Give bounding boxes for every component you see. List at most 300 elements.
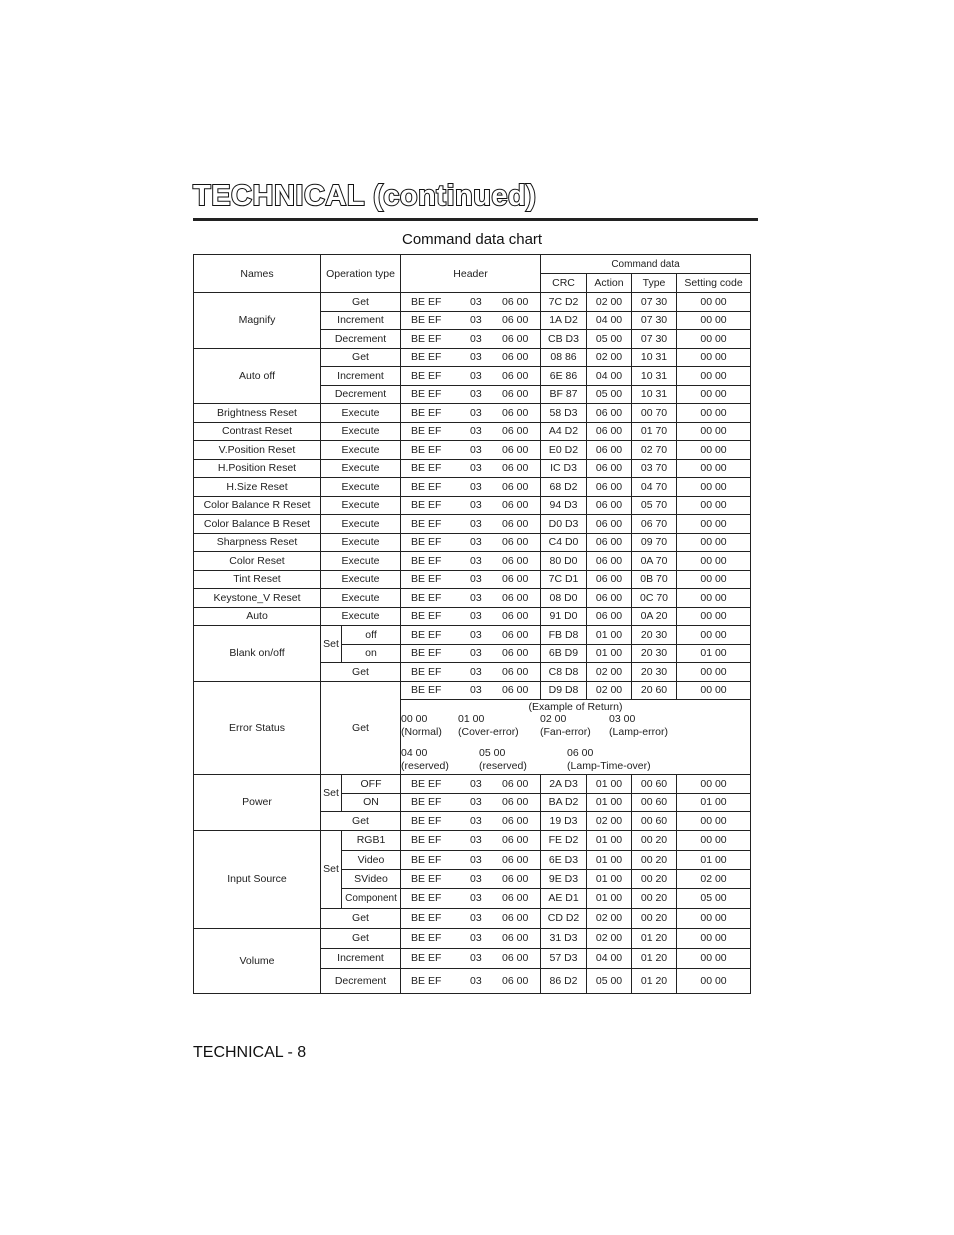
crc-value: 86 D2 (541, 968, 587, 993)
header-bytes (401, 775, 541, 794)
crc-value: FE D2 (541, 830, 587, 850)
action-value: 01 00 (587, 850, 632, 869)
type-value: 0B 70 (632, 570, 677, 589)
return-label: (Fan-error) (540, 726, 591, 739)
setting-code-value: 00 00 (677, 311, 751, 330)
header-bytes (401, 812, 541, 831)
action-value: 06 00 (587, 459, 632, 478)
table-row (194, 570, 751, 589)
action-value: 01 00 (587, 830, 632, 850)
row-name: Input Source (194, 830, 321, 928)
table-row (194, 496, 751, 515)
operation-type: Execute (321, 607, 401, 626)
header-byte: BE EF (411, 406, 442, 419)
header-byte: 06 00 (502, 554, 529, 567)
header-crc: CRC (541, 274, 587, 293)
header-byte: 06 00 (502, 351, 529, 364)
operation-type: Execute (321, 459, 401, 478)
header-byte: BE EF (411, 591, 442, 604)
command-data-table (193, 254, 751, 994)
header-byte: BE EF (411, 499, 442, 512)
header-byte: BE EF (411, 932, 442, 944)
operation-type: Get (321, 928, 401, 948)
row-name: Power (194, 775, 321, 831)
header-byte: 03 (470, 536, 482, 549)
operation-type: Component (342, 888, 401, 908)
type-value: 00 60 (632, 793, 677, 812)
operation-type: Execute (321, 589, 401, 608)
title-rule (193, 218, 758, 221)
header-bytes (401, 681, 541, 700)
action-value: 04 00 (587, 948, 632, 968)
action-value: 06 00 (587, 404, 632, 423)
type-value: 00 20 (632, 830, 677, 850)
action-value: 02 00 (587, 681, 632, 700)
header-byte: 03 (470, 912, 482, 924)
setting-code-value: 00 00 (677, 681, 751, 700)
crc-value: 9E D3 (541, 869, 587, 888)
header-byte: 03 (470, 443, 482, 456)
crc-value: 2A D3 (541, 775, 587, 794)
row-name: V.Position Reset (194, 441, 321, 460)
header-byte: 06 00 (502, 974, 529, 987)
header-byte: BE EF (411, 796, 442, 809)
operation-type: RGB1 (342, 830, 401, 850)
header-byte: BE EF (411, 912, 442, 924)
table-row (194, 404, 751, 423)
operation-type: Get (321, 812, 401, 831)
table-row (194, 422, 751, 441)
row-name: Color Reset (194, 552, 321, 571)
action-value: 06 00 (587, 478, 632, 497)
operation-type: Video (342, 850, 401, 869)
type-value: 06 70 (632, 515, 677, 534)
header-byte: BE EF (411, 647, 442, 660)
row-name: Brightness Reset (194, 404, 321, 423)
header-byte: 03 (470, 872, 482, 885)
operation-type: Get (321, 681, 401, 775)
crc-value: IC D3 (541, 459, 587, 478)
type-value: 01 70 (632, 422, 677, 441)
header-byte: 06 00 (502, 443, 529, 456)
header-byte: 03 (470, 554, 482, 567)
operation-type: Get (321, 908, 401, 928)
header-byte: BE EF (411, 425, 442, 438)
header-byte: 06 00 (502, 834, 529, 846)
header-byte: BE EF (411, 814, 442, 827)
crc-value: E0 D2 (541, 441, 587, 460)
header-bytes (401, 968, 541, 993)
type-value: 07 30 (632, 330, 677, 349)
header-byte: 03 (470, 628, 482, 641)
table-row (194, 348, 751, 367)
header-byte: BE EF (411, 952, 442, 964)
type-value: 02 70 (632, 441, 677, 460)
crc-value: 7C D1 (541, 570, 587, 589)
example-heading: (Example of Return) (528, 700, 623, 713)
header-bytes (401, 589, 541, 608)
crc-value: BA D2 (541, 793, 587, 812)
action-value: 06 00 (587, 496, 632, 515)
header-byte: 03 (470, 425, 482, 438)
header-operation-type: Operation type (321, 255, 401, 293)
type-value: 00 20 (632, 888, 677, 908)
operation-type: ON (342, 793, 401, 812)
table-row (194, 293, 751, 312)
operation-type: Increment (321, 311, 401, 330)
type-value: 04 70 (632, 478, 677, 497)
return-code: 02 00 (540, 713, 567, 726)
type-value: 20 30 (632, 626, 677, 645)
table-row (194, 830, 751, 850)
type-value: 00 20 (632, 869, 677, 888)
crc-value: 68 D2 (541, 478, 587, 497)
operation-type: Get (321, 293, 401, 312)
setting-code-value: 00 00 (677, 607, 751, 626)
header-byte: BE EF (411, 573, 442, 586)
type-value: 00 20 (632, 850, 677, 869)
setting-code-value: 00 00 (677, 533, 751, 552)
return-code: 06 00 (567, 747, 594, 760)
crc-value: 57 D3 (541, 948, 587, 968)
operation-type: off (342, 626, 401, 645)
setting-code-value: 00 00 (677, 968, 751, 993)
header-byte: BE EF (411, 480, 442, 493)
type-value: 20 60 (632, 681, 677, 700)
header-byte: 03 (470, 684, 482, 697)
header-byte: BE EF (411, 628, 442, 641)
setting-code-value: 00 00 (677, 330, 751, 349)
header-byte: 03 (470, 892, 482, 904)
header-byte: 06 00 (502, 892, 529, 904)
crc-value: D0 D3 (541, 515, 587, 534)
operation-type: Execute (321, 552, 401, 571)
crc-value: 7C D2 (541, 293, 587, 312)
crc-value: 58 D3 (541, 404, 587, 423)
header-byte: BE EF (411, 665, 442, 678)
action-value: 02 00 (587, 348, 632, 367)
header-byte: 06 00 (502, 665, 529, 678)
type-value: 20 30 (632, 644, 677, 663)
setting-code-value: 00 00 (677, 496, 751, 515)
type-value: 09 70 (632, 533, 677, 552)
header-byte: BE EF (411, 610, 442, 623)
crc-value: 91 D0 (541, 607, 587, 626)
header-byte: 06 00 (502, 647, 529, 660)
header-byte: 06 00 (502, 573, 529, 586)
operation-type: Get (321, 663, 401, 682)
return-code: 01 00 (458, 713, 485, 726)
action-value: 01 00 (587, 869, 632, 888)
row-name: H.Position Reset (194, 459, 321, 478)
header-bytes (401, 607, 541, 626)
crc-value: D9 D8 (541, 681, 587, 700)
row-name: Auto (194, 607, 321, 626)
setting-code-value: 02 00 (677, 869, 751, 888)
header-byte: 06 00 (502, 684, 529, 697)
header-action: Action (587, 274, 632, 293)
setting-code-value: 00 00 (677, 663, 751, 682)
action-value: 05 00 (587, 968, 632, 993)
header-byte: 06 00 (502, 796, 529, 809)
header-bytes (401, 948, 541, 968)
setting-code-value: 00 00 (677, 515, 751, 534)
header-byte: 03 (470, 610, 482, 623)
action-value: 02 00 (587, 908, 632, 928)
action-value: 04 00 (587, 367, 632, 386)
header-byte: 03 (470, 332, 482, 345)
operation-type: Execute (321, 570, 401, 589)
return-label: (Lamp-error) (609, 726, 668, 739)
return-code: 04 00 (401, 747, 428, 760)
action-value: 06 00 (587, 589, 632, 608)
header-bytes (401, 570, 541, 589)
header-byte: 03 (470, 406, 482, 419)
header-byte: 06 00 (502, 932, 529, 944)
type-value: 01 20 (632, 968, 677, 993)
operation-type: Decrement (321, 968, 401, 993)
header-byte: BE EF (411, 872, 442, 885)
header-byte: BE EF (411, 974, 442, 987)
return-code: 03 00 (609, 713, 636, 726)
action-value: 05 00 (587, 385, 632, 404)
header-byte: 06 00 (502, 406, 529, 419)
type-value: 00 20 (632, 908, 677, 928)
table-row (194, 478, 751, 497)
header-byte: 03 (470, 351, 482, 364)
setting-code-value: 00 00 (677, 775, 751, 794)
header-byte: BE EF (411, 684, 442, 697)
crc-value: 6E D3 (541, 850, 587, 869)
header-byte: BE EF (411, 892, 442, 904)
setting-code-value: 01 00 (677, 793, 751, 812)
header-bytes (401, 908, 541, 928)
row-name: Volume (194, 928, 321, 993)
setting-code-value: 01 00 (677, 850, 751, 869)
operation-type: OFF (342, 775, 401, 794)
type-value: 07 30 (632, 293, 677, 312)
crc-value: FB D8 (541, 626, 587, 645)
setting-code-value: 00 00 (677, 348, 751, 367)
type-value: 01 20 (632, 928, 677, 948)
crc-value: 1A D2 (541, 311, 587, 330)
setting-code-value: 00 00 (677, 293, 751, 312)
crc-value: A4 D2 (541, 422, 587, 441)
type-value: 03 70 (632, 459, 677, 478)
header-byte: 03 (470, 777, 482, 790)
action-value: 02 00 (587, 928, 632, 948)
header-byte: 06 00 (502, 425, 529, 438)
header-byte: 06 00 (502, 853, 529, 866)
header-byte: 06 00 (502, 369, 529, 382)
row-name: Auto off (194, 348, 321, 404)
header-header: Header (401, 255, 541, 293)
row-name: Error Status (194, 681, 321, 775)
row-name: Contrast Reset (194, 422, 321, 441)
action-value: 06 00 (587, 570, 632, 589)
return-label: (reserved) (401, 760, 449, 773)
header-byte: 06 00 (502, 628, 529, 641)
row-name: Tint Reset (194, 570, 321, 589)
operation-type: Decrement (321, 385, 401, 404)
header-byte: 06 00 (502, 480, 529, 493)
header-bytes (401, 888, 541, 908)
header-bytes (401, 830, 541, 850)
header-bytes (401, 330, 541, 349)
header-names: Names (194, 255, 321, 293)
action-value: 02 00 (587, 293, 632, 312)
table-row (194, 607, 751, 626)
type-value: 10 31 (632, 385, 677, 404)
operation-type: Execute (321, 478, 401, 497)
row-name: Color Balance R Reset (194, 496, 321, 515)
header-byte: 03 (470, 834, 482, 846)
operation-type: Increment (321, 367, 401, 386)
header-bytes (401, 869, 541, 888)
type-value: 0C 70 (632, 589, 677, 608)
header-byte: 03 (470, 591, 482, 604)
operation-type: Get (321, 348, 401, 367)
action-value: 02 00 (587, 812, 632, 831)
setting-code-value: 00 00 (677, 422, 751, 441)
header-byte: 03 (470, 462, 482, 475)
crc-value: 6E 86 (541, 367, 587, 386)
header-byte: 03 (470, 517, 482, 530)
crc-value: 08 86 (541, 348, 587, 367)
header-byte: BE EF (411, 554, 442, 567)
header-bytes (401, 348, 541, 367)
header-bytes (401, 293, 541, 312)
header-bytes (401, 515, 541, 534)
action-value: 01 00 (587, 888, 632, 908)
setting-code-value: 00 00 (677, 478, 751, 497)
table-row (194, 515, 751, 534)
header-byte: 03 (470, 665, 482, 678)
operation-type: Increment (321, 948, 401, 968)
header-bytes (401, 793, 541, 812)
header-byte: 06 00 (502, 499, 529, 512)
operation-type: Execute (321, 441, 401, 460)
action-value: 06 00 (587, 515, 632, 534)
header-byte: 06 00 (502, 536, 529, 549)
table-row (194, 552, 751, 571)
type-value: 00 60 (632, 812, 677, 831)
row-name: Keystone_V Reset (194, 589, 321, 608)
action-value: 04 00 (587, 311, 632, 330)
setting-code-value: 00 00 (677, 626, 751, 645)
crc-value: 80 D0 (541, 552, 587, 571)
set-label: Set (321, 626, 342, 663)
header-bytes (401, 441, 541, 460)
setting-code-value: 00 00 (677, 385, 751, 404)
setting-code-value: 00 00 (677, 589, 751, 608)
type-value: 05 70 (632, 496, 677, 515)
crc-value: 31 D3 (541, 928, 587, 948)
header-byte: 03 (470, 314, 482, 327)
return-code: 00 00 (401, 713, 428, 726)
header-byte: BE EF (411, 834, 442, 846)
setting-code-value: 01 00 (677, 644, 751, 663)
header-byte: BE EF (411, 369, 442, 382)
action-value: 01 00 (587, 626, 632, 645)
crc-value: CD D2 (541, 908, 587, 928)
table-row (194, 775, 751, 794)
header-byte: 06 00 (502, 517, 529, 530)
row-name: H.Size Reset (194, 478, 321, 497)
table-row (194, 589, 751, 608)
crc-value: 19 D3 (541, 812, 587, 831)
action-value: 01 00 (587, 644, 632, 663)
header-bytes (401, 533, 541, 552)
header-bytes (401, 928, 541, 948)
table-row (194, 681, 751, 700)
header-byte: BE EF (411, 388, 442, 401)
action-value: 06 00 (587, 533, 632, 552)
header-byte: 06 00 (502, 332, 529, 345)
return-label: (Cover-error) (458, 726, 519, 739)
table-row (194, 533, 751, 552)
header-bytes (401, 552, 541, 571)
header-byte: 06 00 (502, 462, 529, 475)
action-value: 06 00 (587, 607, 632, 626)
header-byte: 06 00 (502, 777, 529, 790)
return-label: (Normal) (401, 726, 442, 739)
type-value: 01 20 (632, 948, 677, 968)
setting-code-value: 00 00 (677, 404, 751, 423)
header-byte: 03 (470, 295, 482, 308)
header-byte: BE EF (411, 517, 442, 530)
header-byte: 06 00 (502, 591, 529, 604)
header-byte: 03 (470, 932, 482, 944)
table-row (194, 441, 751, 460)
header-byte: 03 (470, 499, 482, 512)
header-byte: 03 (470, 974, 482, 987)
return-label: (Lamp-Time-over) (567, 760, 651, 773)
setting-code-value: 00 00 (677, 441, 751, 460)
type-value: 00 60 (632, 775, 677, 794)
operation-type: Decrement (321, 330, 401, 349)
operation-type: Execute (321, 533, 401, 552)
crc-value: 94 D3 (541, 496, 587, 515)
header-bytes (401, 459, 541, 478)
set-label: Set (321, 775, 342, 812)
header-byte: 06 00 (502, 814, 529, 827)
header-command-data: Command data (541, 255, 751, 274)
crc-value: AE D1 (541, 888, 587, 908)
setting-code-value: 00 00 (677, 812, 751, 831)
chart-title: Command data chart (402, 231, 543, 248)
setting-code-value: 00 00 (677, 948, 751, 968)
page-footer: TECHNICAL - 8 (193, 1044, 307, 1061)
header-byte: 06 00 (502, 314, 529, 327)
table-row (194, 626, 751, 645)
header-byte: 03 (470, 388, 482, 401)
header-byte: BE EF (411, 777, 442, 790)
header-byte: BE EF (411, 295, 442, 308)
action-value: 06 00 (587, 552, 632, 571)
header-byte: 06 00 (502, 610, 529, 623)
header-byte: 03 (470, 573, 482, 586)
header-byte: 06 00 (502, 295, 529, 308)
return-label: (reserved) (479, 760, 527, 773)
operation-type: Execute (321, 422, 401, 441)
header-bytes (401, 478, 541, 497)
header-byte: 06 00 (502, 872, 529, 885)
header-byte: 03 (470, 480, 482, 493)
header-byte: 03 (470, 814, 482, 827)
header-byte: BE EF (411, 443, 442, 456)
action-value: 02 00 (587, 663, 632, 682)
